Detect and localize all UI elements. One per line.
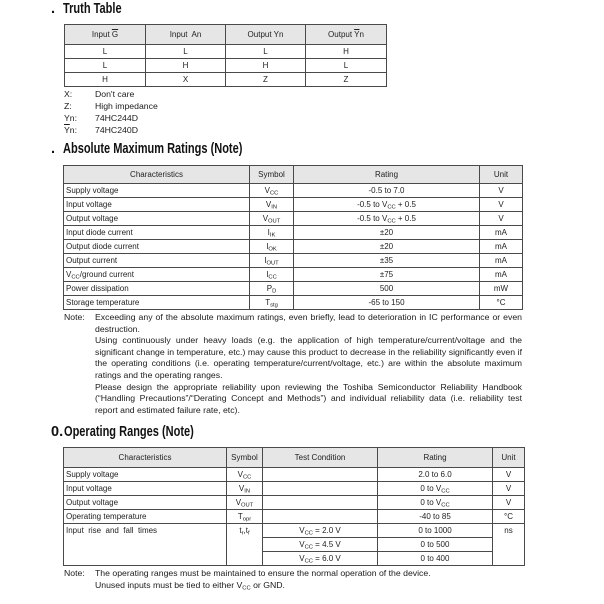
rating: -0.5 to 7.0 — [294, 184, 480, 198]
header-unit: Unit — [480, 166, 523, 184]
note-paragraph: Exceeding any of the absolute maximum ratings, even briefly, lead to deterioration in IC performance or even destruction. — [95, 312, 522, 334]
legend-value: High impedance — [95, 101, 158, 111]
op-ranges-note — [95, 567, 525, 591]
header-rating: Rating — [294, 166, 480, 184]
header-symbol: Symbol — [227, 448, 263, 468]
test-condition — [263, 496, 378, 510]
characteristic: Input diode current — [64, 226, 250, 240]
symbol: $I_{OUT}$ — [250, 254, 294, 268]
symbol: $I_{CC}$ — [250, 268, 294, 282]
note-paragraph: Please design the appropriate reliability upon reviewing the Toshiba Semiconductor Reliability Handbook (“Handling Precautions”/“Derating Concept and Methods”) and individual reliability data (i.e. reliability test report and estimated failure rate, etc). — [95, 381, 522, 415]
symbol: $I_{IK}$ — [250, 226, 294, 240]
header-output-yn: Output Yn — [226, 25, 306, 45]
table-row — [65, 45, 387, 59]
rating: 0 to 1000 — [378, 524, 493, 538]
symbol: $V_{IN}$ — [227, 482, 263, 496]
legend-key: $\overline{Y}n$: — [64, 125, 78, 135]
symbol: $V_{OUT}$ — [227, 496, 263, 510]
unit: mA — [480, 254, 523, 268]
table-row — [64, 482, 525, 496]
legend-value: Don't care — [95, 89, 135, 99]
symbol: $P_D$ — [250, 282, 294, 296]
table-row — [64, 198, 523, 212]
legend-key: X: — [64, 89, 73, 99]
symbol: $V_{IN}$ — [250, 198, 294, 212]
header-characteristics: Characteristics — [64, 166, 250, 184]
abs-max-table — [63, 165, 523, 310]
table-row — [64, 510, 525, 524]
section-marker: 0. — [51, 424, 64, 440]
truth-table-heading: Truth Table — [63, 1, 122, 17]
table-row — [64, 282, 523, 296]
characteristic: Output diode current — [64, 240, 250, 254]
truth-table — [64, 24, 387, 87]
header-input-g: Input $\overline{G}$ — [65, 25, 146, 45]
unit: V — [480, 198, 523, 212]
table-row — [64, 468, 525, 482]
table-row — [64, 240, 523, 254]
op-ranges-table — [63, 447, 525, 566]
characteristic: Storage temperature — [64, 296, 250, 310]
header-test-condition: Test Condition — [263, 448, 378, 468]
unit: mW — [480, 282, 523, 296]
characteristic: Operating temperature — [64, 510, 227, 524]
cell: X — [146, 73, 226, 87]
characteristic: $V_{CC}$/ground current — [64, 268, 250, 282]
legend-value: 74HC240D — [95, 125, 138, 135]
cell: L — [146, 45, 226, 59]
cell: L — [65, 45, 146, 59]
test-condition: $V_{CC} = 2.0$ V — [263, 524, 378, 538]
op-ranges-heading: Operating Ranges (Note) — [64, 424, 194, 440]
header-unit: Unit — [493, 448, 525, 468]
op-ranges-note-label: Note: — [64, 568, 85, 578]
abs-max-heading: Absolute Maximum Ratings (Note) — [63, 141, 243, 157]
cell: H — [226, 59, 306, 73]
rating: 0 to 500 — [378, 538, 493, 552]
rating: 500 — [294, 282, 480, 296]
legend-key: Z: — [64, 101, 72, 111]
cell: Z — [226, 73, 306, 87]
unit: V — [480, 184, 523, 198]
cell: L — [226, 45, 306, 59]
unit: mA — [480, 226, 523, 240]
rating: ±35 — [294, 254, 480, 268]
symbol: $t_r,t_f$ — [227, 524, 263, 566]
abs-max-note-label: Note: — [64, 312, 85, 322]
symbol: $V_{OUT}$ — [250, 212, 294, 226]
section-marker: . — [51, 1, 56, 17]
characteristic: Supply voltage — [64, 468, 227, 482]
rating: ±20 — [294, 240, 480, 254]
unit: V — [493, 496, 525, 510]
rating: -40 to 85 — [378, 510, 493, 524]
table-row — [64, 184, 523, 198]
section-marker: . — [51, 141, 56, 157]
characteristic: Input voltage — [64, 198, 250, 212]
header-input-an: Input An — [146, 25, 226, 45]
header-rating: Rating — [378, 448, 493, 468]
cell: H — [146, 59, 226, 73]
symbol: $T_{opr}$ — [227, 510, 263, 524]
note-line: Unused inputs must be tied to either $V_{CC}$ or GND. — [95, 580, 285, 592]
rating: 0 to $V_{CC}$ — [378, 496, 493, 510]
characteristic: Input voltage — [64, 482, 227, 496]
cell: Z — [306, 73, 387, 87]
unit: V — [493, 468, 525, 482]
test-condition — [263, 510, 378, 524]
note-line: The operating ranges must be maintained to ensure the normal operation of the device. — [95, 568, 431, 578]
table-row — [64, 254, 523, 268]
characteristic: Power dissipation — [64, 282, 250, 296]
rating: -0.5 to $V_{CC} + 0.5$ — [294, 212, 480, 226]
symbol: $I_{OK}$ — [250, 240, 294, 254]
rating: -65 to 150 — [294, 296, 480, 310]
table-header-row — [65, 25, 387, 45]
unit: V — [493, 482, 525, 496]
characteristic: Output current — [64, 254, 250, 268]
table-row — [64, 296, 523, 310]
table-row — [64, 226, 523, 240]
header-characteristics: Characteristics — [64, 448, 227, 468]
cell: L — [65, 59, 146, 73]
header-symbol: Symbol — [250, 166, 294, 184]
unit: °C — [493, 510, 525, 524]
characteristic: Input rise and fall times — [64, 524, 227, 566]
legend-key: Yn: — [64, 113, 78, 123]
rating: 0 to 400 — [378, 552, 493, 566]
cell: H — [65, 73, 146, 87]
table-row — [64, 496, 525, 510]
unit: mA — [480, 268, 523, 282]
legend-value: 74HC244D — [95, 113, 138, 123]
test-condition: $V_{CC} = 4.5$ V — [263, 538, 378, 552]
rating: -0.5 to $V_{CC} + 0.5$ — [294, 198, 480, 212]
unit: V — [480, 212, 523, 226]
characteristic: Output voltage — [64, 496, 227, 510]
test-condition — [263, 468, 378, 482]
rating: ±75 — [294, 268, 480, 282]
table-header-row — [64, 166, 523, 184]
rating: 2.0 to 6.0 — [378, 468, 493, 482]
table-row — [64, 212, 523, 226]
table-row — [64, 524, 525, 538]
symbol: $V_{CC}$ — [227, 468, 263, 482]
characteristic: Output voltage — [64, 212, 250, 226]
symbol: $T_{stg}$ — [250, 296, 294, 310]
cell: L — [306, 59, 387, 73]
unit: mA — [480, 240, 523, 254]
characteristic: Supply voltage — [64, 184, 250, 198]
test-condition — [263, 482, 378, 496]
table-row — [64, 268, 523, 282]
abs-max-note — [95, 312, 522, 416]
unit: °C — [480, 296, 523, 310]
rating: ±20 — [294, 226, 480, 240]
unit: ns — [493, 524, 525, 566]
symbol: $V_{CC}$ — [250, 184, 294, 198]
table-header-row — [64, 448, 525, 468]
table-row — [65, 73, 387, 87]
note-paragraph: Using continuously under heavy loads (e.g. the application of high temperature/current/voltage and the significant change in temperature, etc.) may cause this product to decrease in the reliability significantly even if the operating conditions (i.e. operating temperature/current/voltage, etc.) are within the absolute maximum ratings and the operating ranges. — [95, 335, 522, 380]
header-output-yn-bar: Output $\overline{Y}n$ — [306, 25, 387, 45]
cell: H — [306, 45, 387, 59]
test-condition: $V_{CC} = 6.0$ V — [263, 552, 378, 566]
table-row — [65, 59, 387, 73]
rating: 0 to $V_{CC}$ — [378, 482, 493, 496]
